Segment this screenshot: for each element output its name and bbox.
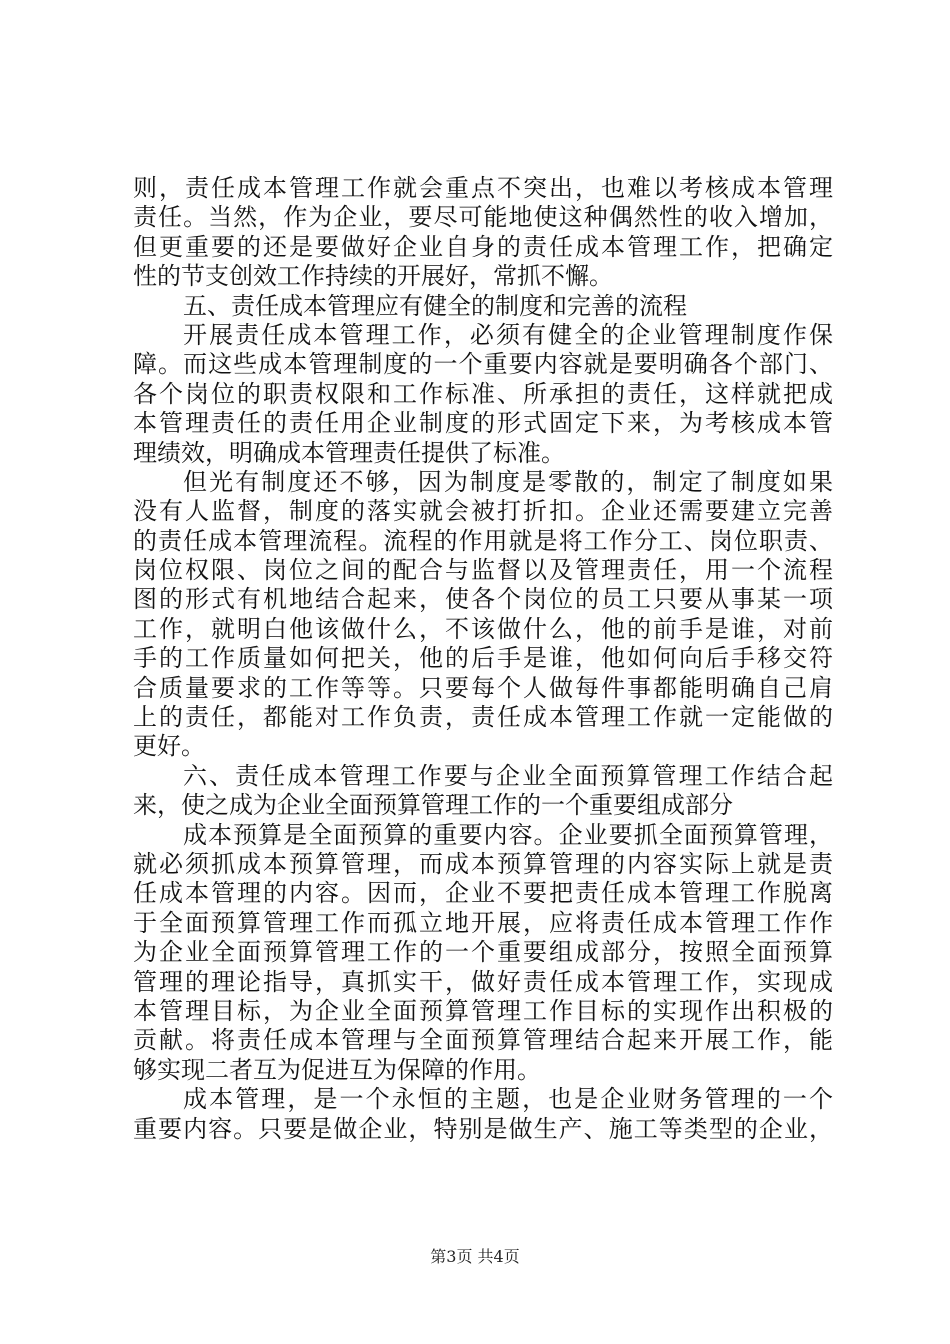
text-line: 成本预算是全面预算的重要内容。企业要抓全面预算管理， <box>183 820 833 849</box>
text-line: 重要内容。只要是做企业，特别是做生产、施工等类型的企业， <box>133 1114 833 1143</box>
text-line: 更好。 <box>133 732 205 761</box>
text-line: 但更重要的还是要做好企业自身的责任成本管理工作，把确定 <box>133 232 833 261</box>
text-line: 理绩效，明确成本管理责任提供了标准。 <box>133 438 565 467</box>
text-line: 本管理责任的责任用企业制度的形式固定下来，为考核成本管 <box>133 409 833 438</box>
text-line: 工作，就明白他该做什么，不该做什么，他的前手是谁，对前 <box>133 614 833 643</box>
text-line: 六、责任成本管理工作要与企业全面预算管理工作结合起 <box>183 761 833 790</box>
text-line: 任成本管理的内容。因而，企业不要把责任成本管理工作脱离 <box>133 879 833 908</box>
text-line: 开展责任成本管理工作，必须有健全的企业管理制度作保 <box>183 320 833 349</box>
text-line: 障。而这些成本管理制度的一个重要内容就是要明确各个部门、 <box>133 350 833 379</box>
text-line: 为企业全面预算管理工作的一个重要组成部分，按照全面预算 <box>133 938 833 967</box>
text-line: 上的责任，都能对工作负责，责任成本管理工作就一定能做的 <box>133 703 833 732</box>
text-line: 没有人监督，制度的落实就会被打折扣。企业还需要建立完善 <box>133 497 833 526</box>
text-line: 本管理目标，为企业全面预算管理工作目标的实现作出积极的 <box>133 996 833 1025</box>
page-number-label: 第3页 共4页 <box>430 1247 520 1266</box>
text-line: 五、责任成本管理应有健全的制度和完善的流程 <box>183 291 687 320</box>
text-line: 合质量要求的工作等等。只要每个人做每件事都能明确自己肩 <box>133 673 833 702</box>
text-line: 性的节支创效工作持续的开展好，常抓不懈。 <box>133 262 613 291</box>
text-line: 但光有制度还不够，因为制度是零散的，制定了制度如果 <box>183 467 833 496</box>
text-line: 的责任成本管理流程。流程的作用就是将工作分工、岗位职责、 <box>133 526 833 555</box>
text-line: 就必须抓成本预算管理，而成本预算管理的内容实际上就是责 <box>133 849 833 878</box>
text-line: 够实现二者互为促进互为保障的作用。 <box>133 1055 541 1084</box>
text-line: 图的形式有机地结合起来，使各个岗位的员工只要从事某一项 <box>133 585 833 614</box>
text-line: 各个岗位的职责权限和工作标准、所承担的责任，这样就把成 <box>133 379 833 408</box>
text-line: 管理的理论指导，真抓实干，做好责任成本管理工作，实现成 <box>133 967 833 996</box>
text-line: 于全面预算管理工作而孤立地开展，应将责任成本管理工作作 <box>133 908 833 937</box>
text-line: 岗位权限、岗位之间的配合与监督以及管理责任，用一个流程 <box>133 556 833 585</box>
page-footer <box>0 1247 950 1267</box>
text-line: 则，责任成本管理工作就会重点不突出，也难以考核成本管理 <box>133 174 833 202</box>
text-line: 手的工作质量如何把关，他的后手是谁，他如何向后手移交符 <box>133 644 833 673</box>
text-line: 成本管理，是一个永恒的主题，也是企业财务管理的一个 <box>183 1085 833 1114</box>
text-line: 贡献。将责任成本管理与全面预算管理结合起来开展工作，能 <box>133 1026 833 1055</box>
text-line: 来，使之成为企业全面预算管理工作的一个重要组成部分 <box>133 791 733 820</box>
document-body <box>133 174 833 1144</box>
text-line: 责任。当然，作为企业，要尽可能地使这种偶然性的收入增加， <box>133 203 833 232</box>
